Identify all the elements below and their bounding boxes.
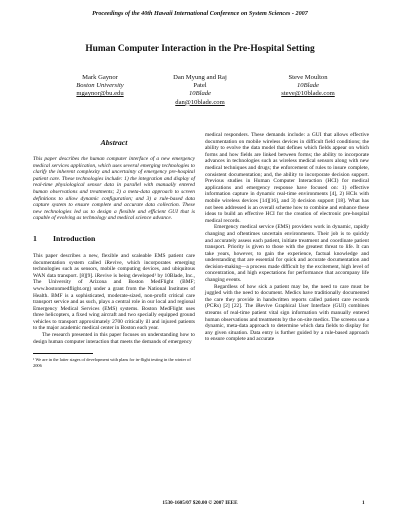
- right-paragraph-3: Regardless of how sick a patient may be, the need to care must be juggled with the need to document. Medics have traditionally documented the care they provide in handwritten reports called patient care records (PCRs) [2] [22]. The iRevive Graphical User Interface (GUI) combines streams of real-time patient vital sign information with manually entered human observations and treatments by the on-site medics. The screens use a dynamic, meta-data approach to determine which data fields to display for any given situation. Data entry is further guided by a rule-based approach to ensure complete and accurate: [205, 283, 369, 343]
- author-affiliation: Boston University: [76, 82, 124, 90]
- abstract-text: This paper describes the human computer interface of a new emergency medical services application, which uses several emerging technologies to clarify the inherent complexity and uncertainty of emergency pre-hospital patient care. These technologies include: 1) the integration and display of real-time physiological sensor data in parallel with manually entered human observations and treatments; 2) a meta-data approach to screen definitions to allow dynamic configuration; and 3) a rule-based data capture system to ensure complete and accurate data collection. These new technologies led us to design a flexible and efficient GUI that is capable of evolving as technology and medical science advance.: [33, 156, 195, 222]
- left-column: [33, 132, 195, 368]
- right-paragraph-1: medical responders. These demands include: a GUI that allows effective documentation on mobile wireless devices in difficult field conditions; the ability to evolve the data model that defines which fields appear on which forms and how fields are linked between forms; the ability to incorporate advances in technologies such as wireless medical sensors along with new medical techniques and drugs; the enforcement of rules to insure complete, consistent documentation; and, the ability to incorporate decision support. Previous studies in Human Computer Interaction (HCI) for medical applications and emergency response have focused on: 1) effective information capture in dynamic real-time environments [4], 2) HCIs with mobile wireless devices [14][16], and 3) decision support [18]. What has not been addressed is an overall scheme how to combine and enhance these ideas to build an effective HCI for the creation of electronic pre-hospital medical records.: [205, 132, 369, 224]
- isbn-copyright: 1530-1605/07 $20.00 © 2007 IEEE: [162, 500, 238, 506]
- intro-paragraph-2: The research presented in this paper focuses on understanding how to design human computer interaction that meets the demands of emergency: [33, 332, 195, 345]
- author-email[interactable]: steve@10blade.com: [281, 90, 335, 98]
- author-1: [45, 74, 155, 99]
- footnote-divider: [33, 353, 93, 354]
- page-number: 1: [362, 500, 365, 506]
- section-number: 1: [33, 233, 37, 243]
- author-2: [145, 74, 255, 107]
- abstract-heading: Abstract: [100, 138, 128, 147]
- author-email: 10Blade: [189, 90, 211, 98]
- author-3: [253, 74, 363, 99]
- author-affiliation: Patel: [193, 82, 207, 90]
- shared-email[interactable]: dan@10blade.com: [175, 98, 225, 106]
- author-name: Dan Myung and Raj: [173, 74, 227, 81]
- intro-paragraph-1: This paper describes a new, flexible and scaleable EMS patient care documentation system called iRevive, which incorporates emerging technologies such as sensors, mobile computing devices, and ubiquitous WAN data transport. [8][9]. iRevive is being developed¹ by 10Blade, Inc., The University of Arizona and Boston MedFlight (BMF; www.bostonmedflight.org) under a grant from the National Institutes of Health. BMF is a sophisticated, moderate-sized, non-profit critical care transport service and as such, plays a central role in our local and regional Emergency Medical Services (EMS) systems. Boston MedFlight uses three helicopters, a fixed wing aircraft and two specially equipped ground vehicles to transport approximately 2700 critically ill and injured patients to the major academic medical center in Boston each year.: [33, 252, 195, 332]
- footnote: ¹ We are in the latter stages of development with plans for in-flight testing in the winter of 2006: [33, 357, 191, 368]
- section-heading-introduction: [33, 234, 195, 243]
- author-affiliation: 10Blade: [297, 82, 319, 90]
- paper-title: Human Computer Interaction in the Pre-Hospital Setting: [85, 44, 315, 54]
- right-paragraph-2: Emergency medical service (EMS) providers work in dynamic, rapidly changing and oftentimes uncertain environments. Their job is to quickly and accurately assess each patient, initiate treatment and coordinate patient transport. Priority is given to those with the greatest threat to life. It can take years, however, to gain the experience, factual knowledge and understanding that are essential for quick and accurate documentation and decision-making—a process made difficult by the excitement, high level of concentration, and high expectations for performance that accompany life changing events.: [205, 224, 369, 284]
- author-email[interactable]: mgaynor@bu.edu: [76, 90, 124, 98]
- author-name: Mark Gaynor: [82, 74, 118, 81]
- proceedings-header: Proceedings of the 40th Hawaii International Conference on System Sciences - 2007: [92, 10, 308, 17]
- section-title: Introduction: [53, 233, 96, 243]
- author-name: Steve Moulton: [288, 74, 328, 81]
- right-column: [205, 132, 369, 343]
